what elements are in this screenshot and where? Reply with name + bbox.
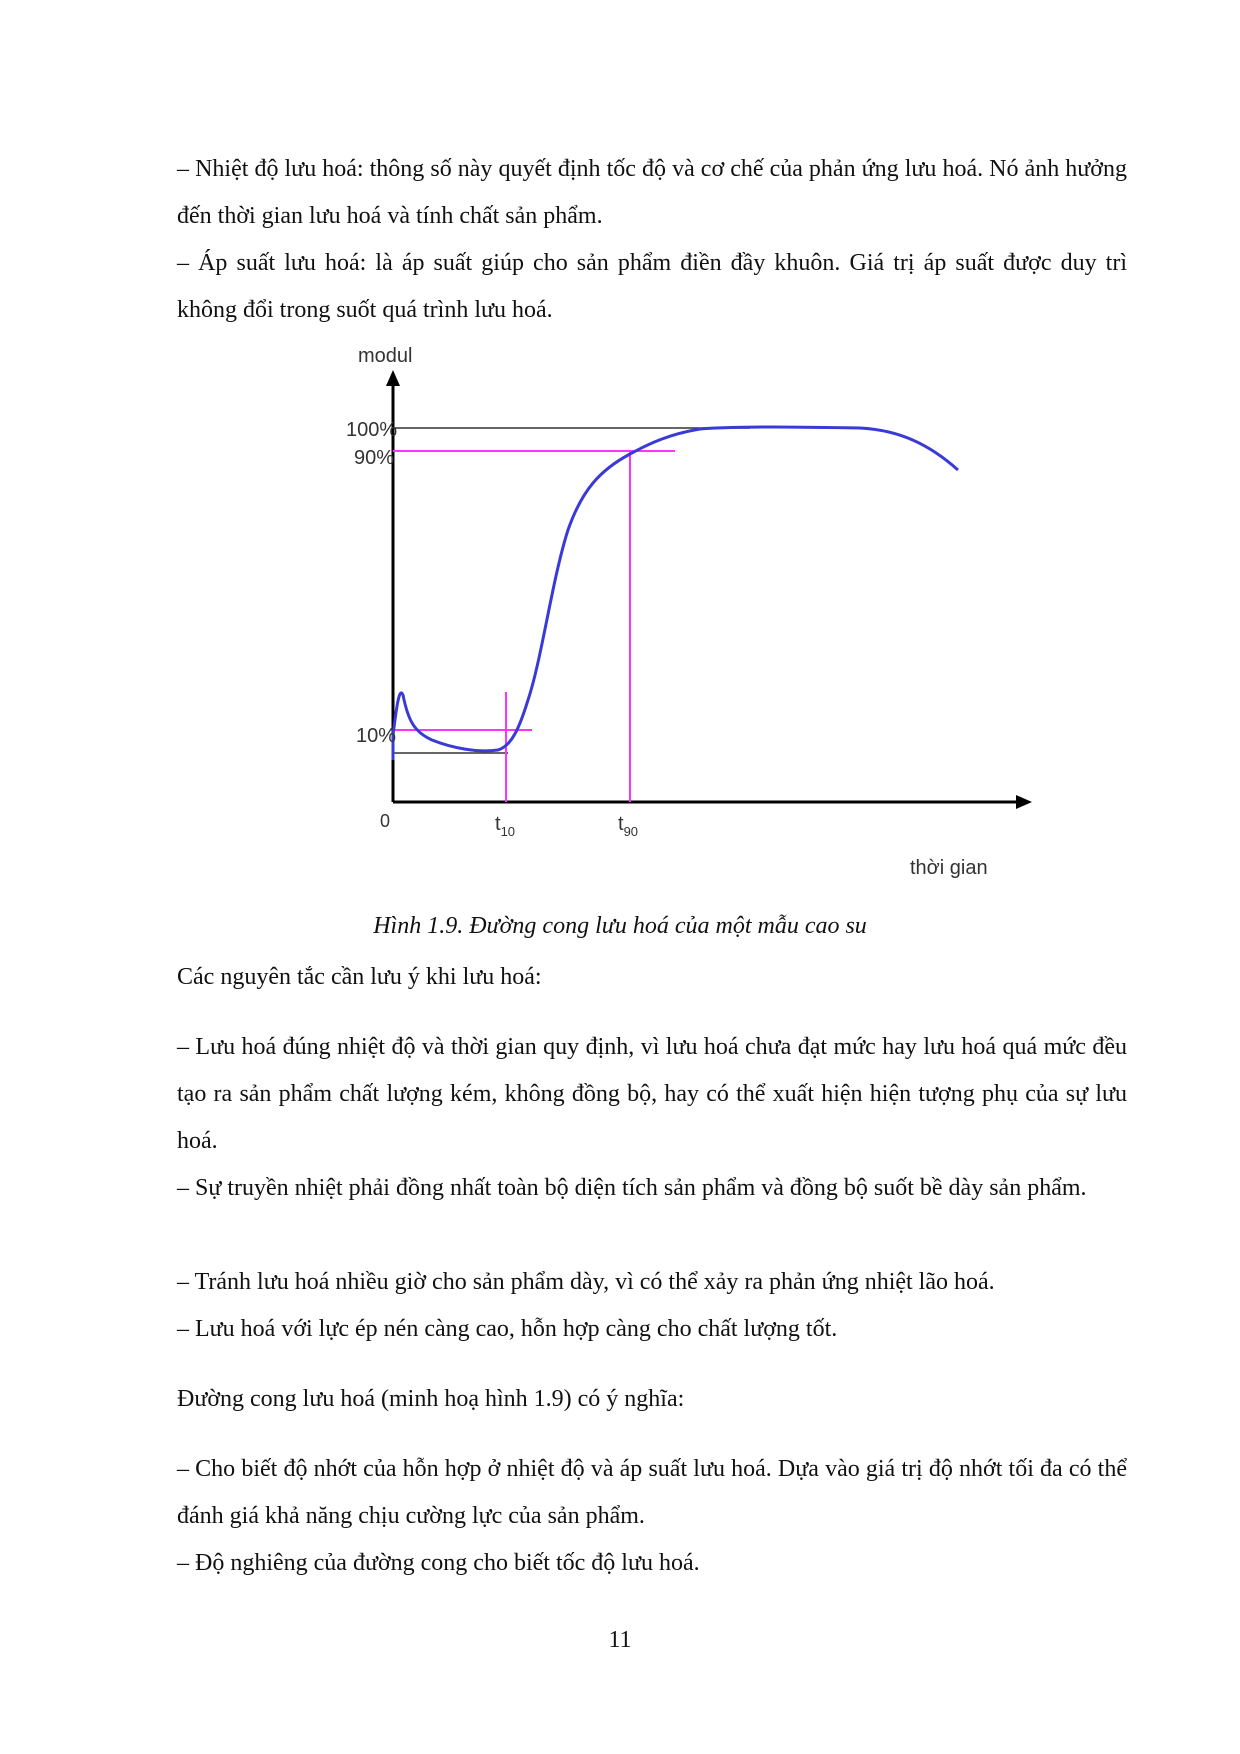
paragraph-curing-temperature: – Nhiệt độ lưu hoá: thông số này quyết định tốc độ và cơ chế của phản ứng lưu hoá. Nó ảnh hưởng đến thời gian lưu hoá và tính chất sản phẩm. — [177, 156, 1127, 229]
cure-curve — [393, 427, 958, 760]
rule-item: – Lưu hoá đúng nhiệt độ và thời gian quy định, vì lưu hoá chưa đạt mức hay lưu hoá quá mức đều tạo ra sản phẩm chất lượng kém, không đồng bộ, hay có thể xuất hiện hiện tượng phụ của sự lưu hoá. — [177, 1034, 1127, 1154]
meaning-item: – Cho biết độ nhớt của hỗn hợp ở nhiệt độ và áp suất lưu hoá. Dựa vào giá trị độ nhớt tối đa có thể đánh giá khả năng chịu cường lực của sản phẩm. — [177, 1456, 1127, 1529]
y-axis-arrow — [386, 370, 400, 386]
meaning-item: – Độ nghiêng của đường cong cho biết tốc độ lưu hoá. — [177, 1550, 700, 1576]
paragraph-curing-pressure: – Áp suất lưu hoá: là áp suất giúp cho sản phẩm điền đầy khuôn. Giá trị áp suất được duy trì không đổi trong suốt quá trình lưu hoá. — [177, 250, 1127, 323]
intro-rules: Các nguyên tắc cần lưu ý khi lưu hoá: — [177, 964, 542, 990]
origin-label: 0 — [380, 811, 391, 831]
x-tick-t90-base: t — [618, 813, 624, 835]
y-tick-10: 10% — [356, 725, 397, 747]
rule-item: – Tránh lưu hoá nhiều giờ cho sản phẩm dày, vì có thể xảy ra phản ứng nhiệt lão hoá. — [177, 1269, 995, 1295]
x-tick-t90-sub: 90 — [623, 824, 639, 839]
page-number: 11 — [608, 1627, 632, 1653]
x-axis-arrow — [1016, 795, 1032, 809]
x-tick-t90 — [618, 813, 638, 839]
x-tick-t10-sub: 10 — [500, 824, 516, 839]
x-tick-t10-base: t — [495, 813, 501, 835]
figure-caption: Hình 1.9. Đường cong lưu hoá của một mẫu cao su — [373, 913, 867, 939]
y-tick-90: 90% — [354, 447, 395, 469]
rule-item: – Lưu hoá với lực ép nén càng cao, hỗn hợp càng cho chất lượng tốt. — [177, 1316, 838, 1342]
y-axis-label: modul — [358, 345, 413, 367]
intro-meaning: Đường cong lưu hoá (minh hoạ hình 1.9) có ý nghĩa: — [177, 1386, 685, 1412]
x-axis-label: thời gian — [910, 857, 988, 879]
x-tick-t10 — [495, 813, 515, 839]
cure-curve-chart — [300, 340, 1060, 900]
y-tick-100: 100% — [346, 419, 398, 441]
rule-item: – Sự truyền nhiệt phải đồng nhất toàn bộ diện tích sản phẩm và đồng bộ suốt bề dày sản phẩm. — [177, 1175, 1087, 1201]
